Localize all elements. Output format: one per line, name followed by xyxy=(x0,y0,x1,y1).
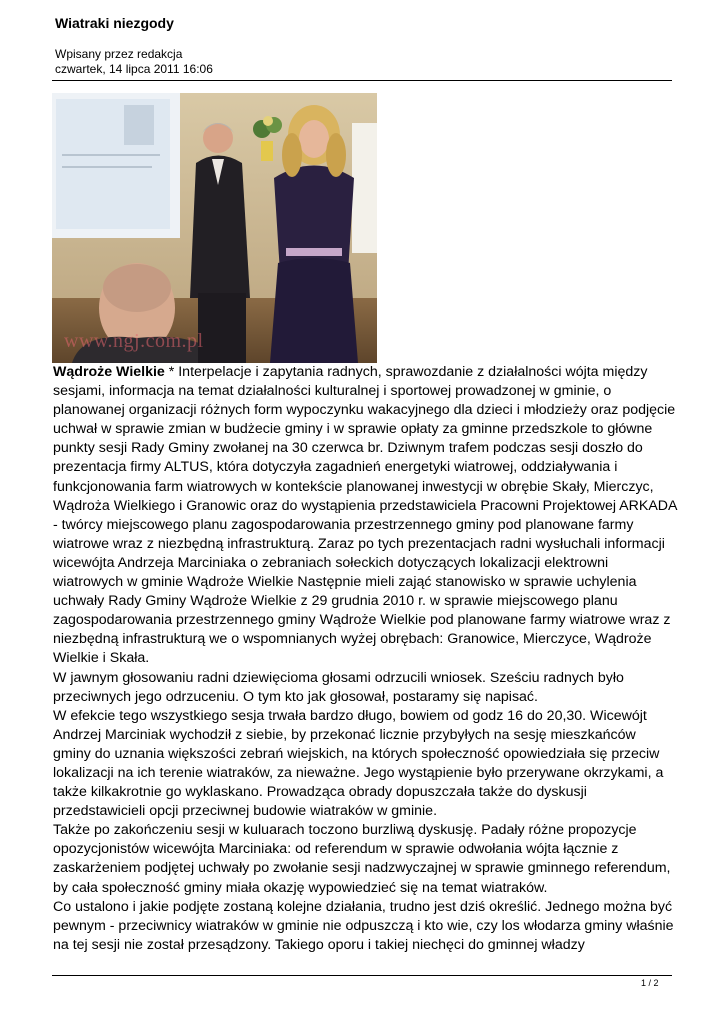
article-body xyxy=(53,363,677,955)
article-paragraph: W efekcie tego wszystkiego sesja trwała bardzo długo, bowiem od godz 16 do 20,30. Wicewójt Andrzej Marciniak wychodził z siebie, by przekonać licznie przybyłych na sesję mieszkańców gminy do uznania większości zebrań wiejskich, na których społeczność opowiedziała się przeciw lokalizacji na ich terenie wiatraków, za nieważne. Jego wystąpienie było przerywane okrzykami, a także kilkakrotnie go wyklaskano. Prowadząca obrady dopuszczała także do dyskusji przedstawicieli opcji przeciwnej budowie wiatraków w gminie. xyxy=(53,707,664,820)
article-lead: Wądroże Wielkie xyxy=(53,364,165,380)
date-line: czwartek, 14 lipca 2011 16:06 xyxy=(55,62,213,76)
author-line: Wpisany przez redakcja xyxy=(55,47,183,61)
article-meta xyxy=(55,47,213,77)
photo-watermark: www.ngj.com.pl xyxy=(64,330,204,352)
article-photo xyxy=(52,93,377,363)
article-paragraph-text: * Interpelacje i zapytania radnych, sprawozdanie z działalności wójta między sesjami, informacja na temat działalności kulturalnej i sportowej prowadzonej w gminie, o planowanej organizacji różnych form wypoczynku wakacyjnego dla dzieci i młodzieży oraz podjęcie uchwał w sprawie zmian w budżecie gminy i w sprawie opłaty za gminne przedszkole to główne punkty sesji Rady Gminy zwołanej na 30 czerwca br. Dziwnym trafem podczas sesji doszło do prezentacja firmy ALTUS, która dotyczyła zagadnień energetyki wiatrowej, oddziaływania i funkcjonowania farm wiatrowych w kontekście planowanej inwestycji w obrębie Skały, Mierczyc, Wądroża Wielkiego i Granowic oraz do wystąpienia przedstawiciela Pracowni Projektowej ARKADA - twórcy miejscowego planu zagospodarowania przestrzennego gminy pod planowane farmy wiatrowe wraz z niezbędną infrastrukturą. Zaraz po tych prezentacjach radni wysłuchali informacji wicewójta Andrzeja Marciniaka o zebraniach sołeckich dotyczących lokalizacji elektrowni wiatrowych w gminie Wądroże Wielkie Następnie mieli zająć stanowisko w sprawie uchylenia uchwały Rady Gminy Wądroże Wielkie z 29 grudnia 2010 r. w sprawie miejscowego planu zagospodarowania przestrzennego gminy Wądroże Wielkie pod planowane farmy wiatrowe wraz z niezbędną infrastrukturą we o wspomnianych wyżej obrębach: Granowice, Mierczyce, Wądroże Wielkie i Skała. xyxy=(53,364,677,667)
article-paragraph: Co ustalono i jakie podjęte zostaną kolejne działania, trudno jest dziś określić. Jednego można być pewnym - przeciwnicy wiatraków w gminie nie odpuszczą i kto wie, czy los włodarza gminy właśnie na tej sesji nie został przesądzony. Takiego oporu i takiej niechęci do gminnej władzy xyxy=(53,898,674,953)
article-title: Wiatraki niezgody xyxy=(55,15,174,31)
photo-illustration xyxy=(52,93,377,363)
footer-divider xyxy=(52,975,672,976)
article-paragraph: Także po zakończeniu sesji w kuluarach toczono burzliwą dyskusję. Padały różne propozycje opozycjonistów wicewójta Marciniaka: od referendum w sprawie odwołania wójta łącznie z zaskarżeniem podjętej uchwały po zwołanie sesji nadzwyczajnej w sprawie gminnego referendum, by cała społeczność gminy miała okazję wypowiedzieć się na temat wiatraków. xyxy=(53,822,671,896)
header-divider xyxy=(52,80,672,81)
article-paragraph: W jawnym głosowaniu radni dziewięcioma głosami odrzucili wniosek. Sześciu radnych było przeciwnych jego odrzuceniu. O tym kto jak głosował, postaramy się napisać. xyxy=(53,669,624,705)
article-paragraph xyxy=(53,363,677,669)
page-number: 1 / 2 xyxy=(641,978,659,988)
